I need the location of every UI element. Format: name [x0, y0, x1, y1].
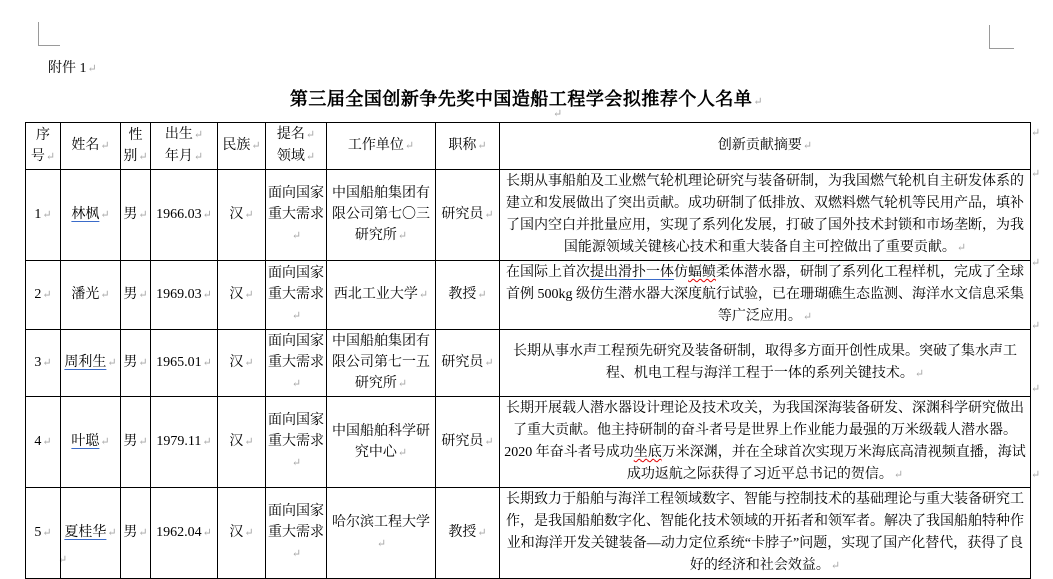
cell-birth: 1969.03 ↵ [151, 261, 218, 330]
table-row [26, 330, 1031, 397]
table-row [26, 170, 1031, 261]
cell-org: 西北工业大学 ↵ [327, 261, 436, 330]
cell-job-title: 教授 ↵ [436, 488, 500, 579]
col-header-org: 工作单位 ↵ [327, 123, 436, 170]
cell-ethnicity: 汉 ↵ [218, 488, 266, 579]
person-name-link[interactable]: 夏桂华 ↵ [64, 525, 116, 540]
spellcheck-flagged-text: 坐底 [633, 445, 662, 460]
paragraph-mark-icon: ↵ [553, 108, 563, 120]
cell-summary: 长期开展载人潜水器设计理论及技术攻关，为我国深海装备研发、深渊科学研究做出了重大贡献。他主持研制的奋斗者号是世界上作业能力最强的万米级载人潜水器。2020 年奋斗者号成功坐底万米深渊，并在全球首次实现万米海底高清视频直播，海试成功返航之际获得了习近平总书记的贺信。 ↵ [500, 397, 1031, 488]
cell-gender: 男 ↵ [121, 397, 151, 488]
cell-org: 中国船舶集团有限公司第七一五研究所 ↵ [327, 330, 436, 397]
row-end-mark-icon: ↵ [1031, 320, 1041, 332]
table-row [26, 397, 1031, 488]
spellcheck-flagged-text: 蝠鲼 [688, 265, 716, 280]
cell-summary: 长期从事水声工程预先研究及装备研制，取得多方面开创性成果。突破了集水声工程、机电工程与海洋工程于一体的系列关键技术。 ↵ [500, 330, 1031, 397]
cell-gender: 男 ↵ [121, 261, 151, 330]
cell-name [61, 397, 121, 488]
cell-birth: 1979.11 ↵ [151, 397, 218, 488]
cell-ethnicity: 汉 ↵ [218, 170, 266, 261]
row-end-mark-icon: ↵ [1031, 127, 1041, 139]
cell-summary: 在国际上首次提出滑扑一体仿蝠鲼柔体潜水器，研制了系列化工程样机，完成了全球首例 500kg 级仿生潜水器大深度航行试验，已在珊瑚礁生态监测、海洋水文信息采集等广泛应用。 ↵ [500, 261, 1031, 330]
cell-name: 潘光 ↵ [61, 261, 121, 330]
cell-number: 5 ↵ [26, 488, 61, 579]
table-row [26, 261, 1031, 330]
cell-org: 哈尔滨工程大学 ↵ [327, 488, 436, 579]
cell-number: 1 ↵ [26, 170, 61, 261]
cell-field: 面向国家重大需求 ↵ [266, 397, 327, 488]
cell-job-title: 教授 ↵ [436, 261, 500, 330]
row-end-mark-icon: ↵ [1031, 257, 1041, 269]
paragraph-mark-icon: ↵ [58, 554, 68, 566]
cell-summary: 长期致力于船舶与海洋工程领域数字、智能与控制技术的基础理论与重大装备研究工作，是我国船舶数字化、智能化技术领域的开拓者和领军者。解决了我国船舶特种作业和海洋开发关键装备—动力定位系统“卡脖子”问题，实现了国产化替代，获得了良好的经济和社会效益。 ↵ [500, 488, 1031, 579]
page-margin-mark-top-left [38, 22, 60, 46]
table-row [26, 488, 1031, 579]
cell-number: 4 ↵ [26, 397, 61, 488]
col-header-gender: 性 别 ↵ [121, 123, 151, 170]
cell-org: 中国船舶集团有限公司第七〇三研究所 ↵ [327, 170, 436, 261]
cell-name [61, 488, 121, 579]
row-end-mark-icon: ↵ [1031, 469, 1041, 481]
col-header-summary: 创新贡献摘要 ↵ [500, 123, 1031, 170]
cell-job-title: 研究员 ↵ [436, 170, 500, 261]
col-header-name: 姓名 ↵ [61, 123, 121, 170]
cell-field: 面向国家重大需求 ↵ [266, 170, 327, 261]
hyperlink-text[interactable]: 提出滑扑一体 [590, 265, 674, 280]
cell-ethnicity: 汉 ↵ [218, 261, 266, 330]
row-end-mark-icon: ↵ [1031, 168, 1041, 180]
col-header-ethnicity: 民族 ↵ [218, 123, 266, 170]
cell-gender: 男 ↵ [121, 170, 151, 261]
table-header-row [26, 123, 1031, 170]
cell-org: 中国船舶科学研究中心 ↵ [327, 397, 436, 488]
cell-gender: 男 ↵ [121, 488, 151, 579]
cell-field: 面向国家重大需求 ↵ [266, 330, 327, 397]
row-end-mark-icon: ↵ [1031, 383, 1041, 395]
page-title: 第三届全国创新争先奖中国造船工程学会拟推荐个人名单 ↵ [0, 85, 1053, 111]
col-header-number: 序 号 ↵ [26, 123, 61, 170]
cell-ethnicity: 汉 ↵ [218, 330, 266, 397]
cell-field: 面向国家重大需求 ↵ [266, 261, 327, 330]
person-name-link[interactable]: 林枫 ↵ [71, 207, 109, 222]
cell-birth: 1965.01 ↵ [151, 330, 218, 397]
cell-field: 面向国家重大需求 ↵ [266, 488, 327, 579]
cell-birth: 1966.03 ↵ [151, 170, 218, 261]
cell-ethnicity: 汉 ↵ [218, 397, 266, 488]
person-name-link[interactable]: 周利生 ↵ [64, 355, 116, 370]
col-header-job-title: 职称 ↵ [436, 123, 500, 170]
col-header-birth: 出生 ↵ 年月 ↵ [151, 123, 218, 170]
cell-job-title: 研究员 ↵ [436, 397, 500, 488]
cell-summary: 长期从事船舶及工业燃气轮机理论研究与装备研制，为我国燃气轮机自主研发体系的建立和发展做出了突出贡献。成功研制了低排放、双燃料燃气轮机等民用产品，填补了国内空白并批量应用，实现了系列化发展，打破了国外技术封锁和市场垄断，为我国能源领域关键核心技术和重大装备自主可控做出了重要贡献。 ↵ [500, 170, 1031, 261]
page-margin-mark-top-right [989, 25, 1014, 49]
cell-name [61, 330, 121, 397]
attachment-label: 附件 1 ↵ [48, 57, 97, 77]
cell-number: 3 ↵ [26, 330, 61, 397]
person-name-link[interactable]: 叶聪 ↵ [71, 434, 109, 449]
cell-birth: 1962.04 ↵ [151, 488, 218, 579]
cell-name [61, 170, 121, 261]
col-header-field: 提名 ↵ 领域 ↵ [266, 123, 327, 170]
cell-gender: 男 ↵ [121, 330, 151, 397]
cell-job-title: 研究员 ↵ [436, 330, 500, 397]
cell-number: 2 ↵ [26, 261, 61, 330]
recommendation-table [25, 122, 1031, 579]
